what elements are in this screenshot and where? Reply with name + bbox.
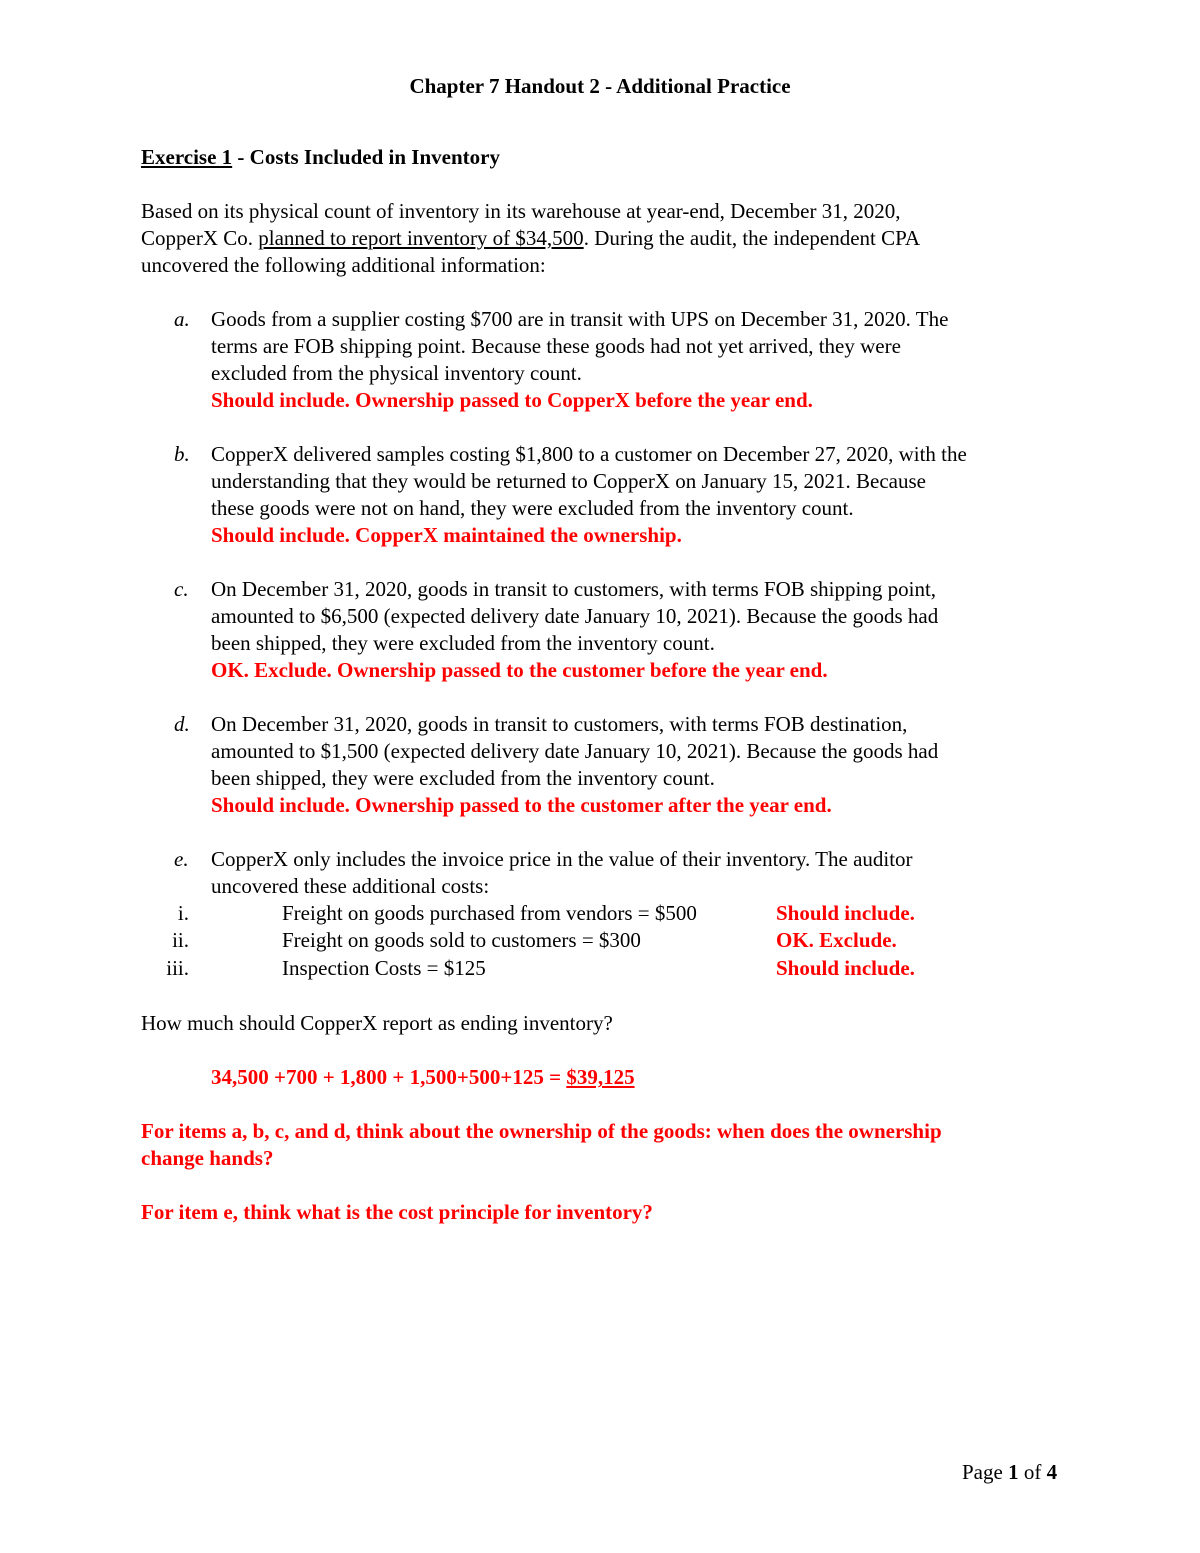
page-current: 1 (1008, 1460, 1019, 1484)
intro-line-2-post: . During the audit, the independent CPA (583, 226, 921, 250)
cost-numeral: iii. (166, 956, 189, 980)
page-total: 4 (1046, 1460, 1058, 1484)
intro-line-2-pre: CopperX Co. (141, 226, 259, 250)
cost-answer: Should include. (776, 956, 915, 980)
item-line: these goods were not on hand, they were excluded from the inventory count. (211, 496, 854, 520)
intro-underlined-text: planned to report inventory of $34,500 (258, 226, 584, 250)
item-letter: e. (174, 847, 189, 871)
cost-answer: Should include. (776, 901, 915, 925)
item-body (211, 306, 1091, 414)
cost-description: Freight on goods sold to customers = $300 (282, 928, 641, 952)
hint-line: change hands? (141, 1146, 274, 1170)
calculation-result: $39,125 (566, 1065, 635, 1089)
intro-line-3: uncovered the following additional information: (141, 253, 546, 277)
item-line: excluded from the physical inventory count. (211, 361, 582, 385)
item-answer: Should include. CopperX maintained the ownership. (211, 523, 682, 547)
exercise-subtitle: - Costs Included in Inventory (232, 145, 500, 169)
cost-row (141, 955, 1041, 982)
item-answer: Should include. Ownership passed to CopperX before the year end. (211, 388, 813, 412)
of-word: of (1018, 1460, 1047, 1484)
exercise-label: Exercise 1 (141, 145, 233, 169)
page-number (962, 1459, 1057, 1486)
exercise-heading (141, 144, 500, 171)
item-line: been shipped, they were excluded from the inventory count. (211, 631, 715, 655)
item-letter: b. (174, 442, 190, 466)
cost-row (141, 927, 1041, 954)
intro-line-1: Based on its physical count of inventory in its warehouse at year-end, December 31, 2020, (141, 199, 901, 223)
intro-paragraph (141, 198, 1041, 279)
item-line: On December 31, 2020, goods in transit to customers, with terms FOB destination, (211, 712, 908, 736)
cost-description: Inspection Costs = $125 (282, 956, 486, 980)
item-body (211, 711, 1091, 819)
item-body (211, 441, 1091, 549)
item-body (211, 576, 1091, 684)
item-line: uncovered these additional costs: (211, 874, 490, 898)
page-word: Page (962, 1460, 1009, 1484)
item-line: CopperX only includes the invoice price in the value of their inventory. The auditor (211, 847, 913, 871)
calculation-expression: 34,500 +700 + 1,800 + 1,500+500+125 = (211, 1065, 567, 1089)
hint-line: For items a, b, c, and d, think about the ownership of the goods: when does the ownership (141, 1119, 942, 1143)
item-body (211, 846, 1091, 900)
cost-answer: OK. Exclude. (776, 928, 897, 952)
hint-note-cost-principle (141, 1199, 1061, 1226)
item-letter: c. (174, 577, 189, 601)
item-line: On December 31, 2020, goods in transit to customers, with terms FOB shipping point, (211, 577, 937, 601)
item-answer: OK. Exclude. Ownership passed to the customer before the year end. (211, 658, 828, 682)
item-line: understanding that they would be returned to CopperX on January 15, 2021. Because (211, 469, 926, 493)
item-letter: d. (174, 712, 190, 736)
cost-numeral: ii. (172, 928, 189, 952)
item-letter: a. (174, 307, 190, 331)
cost-numeral: i. (177, 901, 189, 925)
cost-row (141, 900, 1041, 927)
item-line: terms are FOB shipping point. Because these goods had not yet arrived, they were (211, 334, 901, 358)
question-text: How much should CopperX report as ending inventory? (141, 1011, 613, 1035)
intro-line-2 (141, 225, 1041, 252)
item-line: Goods from a supplier costing $700 are in transit with UPS on December 31, 2020. The (211, 307, 949, 331)
hint-note-ownership (141, 1118, 1061, 1172)
page-title: Chapter 7 Handout 2 - Additional Practice (409, 74, 791, 98)
calculation (211, 1064, 635, 1091)
item-answer: Should include. Ownership passed to the customer after the year end. (211, 793, 832, 817)
item-line: amounted to $6,500 (expected delivery date January 10, 2021). Because the goods had (211, 604, 939, 628)
item-line: been shipped, they were excluded from the inventory count. (211, 766, 715, 790)
cost-description: Freight on goods purchased from vendors = $500 (282, 901, 697, 925)
item-line: CopperX delivered samples costing $1,800 to a customer on December 27, 2020, with the (211, 442, 967, 466)
item-line: amounted to $1,500 (expected delivery date January 10, 2021). Because the goods had (211, 739, 939, 763)
hint-line: For item e, think what is the cost principle for inventory? (141, 1200, 653, 1224)
